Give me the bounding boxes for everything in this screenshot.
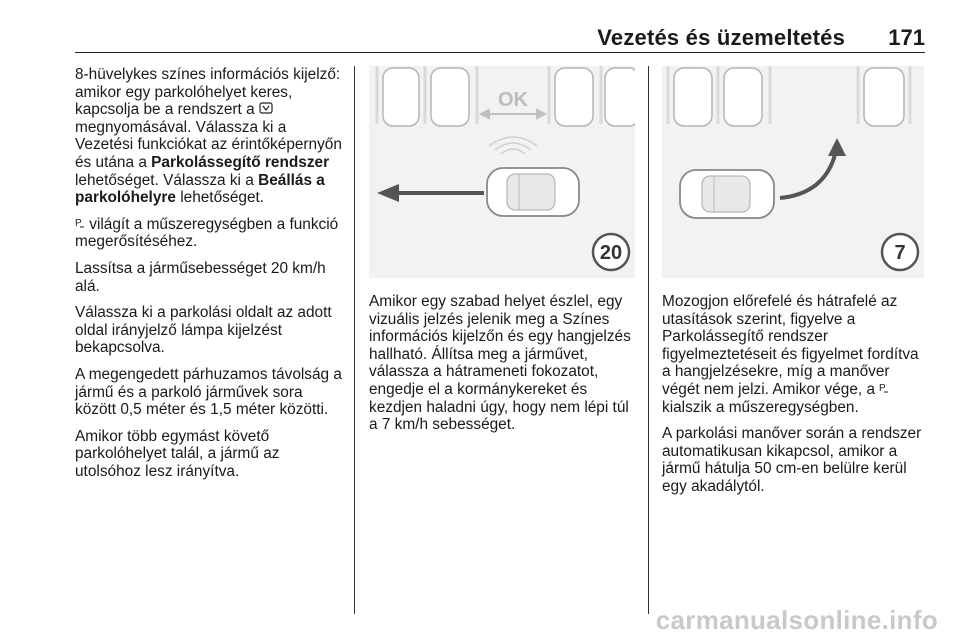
- text: 8-hüvelykes színes információs kijelző: amikor egy parkolóhelyet keres, kapcsolja be a rendszert a: [75, 66, 341, 119]
- park-assist-indicator-icon: [879, 381, 889, 399]
- paragraph-4: Válassza ki a parkolási oldalt az adott oldal irányjelző lámpa kijelzést bekapcsolva.: [75, 304, 332, 357]
- park-assist-indicator-icon: [75, 216, 85, 234]
- paragraph-3: Lassítsa a járműsebességet 20 km/h alá.: [75, 259, 326, 295]
- watermark: carmanualsonline.info: [655, 605, 938, 635]
- paragraph-2: [75, 216, 345, 251]
- text: lehetőséget.: [175, 189, 265, 207]
- figure-parking-detection: [369, 66, 635, 278]
- ok-zone-label: OK: [498, 89, 528, 111]
- text: lehetőséget. Válassza ki a: [75, 171, 259, 189]
- column-2: [369, 293, 635, 443]
- paragraph-1: Amikor egy szabad helyet észlel, egy vizuális jelzés jelenik meg a Színes információs kijelzőn és egy hangjelzés hallható. Állítsa meg a járművet, válassza a hátrameneti fokozatot, engedje el a kormánykereket és kezdjen haladni úgy, hogy nem lépi túl a 7 km/h sebességet.: [369, 293, 631, 434]
- page-number: 171: [888, 25, 925, 50]
- page-header: [75, 22, 925, 53]
- svg-text:P: P: [879, 382, 886, 394]
- column-3: [662, 293, 926, 505]
- column-divider-1: [354, 66, 355, 614]
- figure-badge-text: 7: [894, 242, 906, 264]
- text: világít a műszeregységben a funkció megerősítéséhez.: [75, 215, 339, 251]
- text: kialszik a műszeregységben.: [662, 398, 859, 416]
- paragraph-2: A parkolási manőver során a rendszer automatikusan kikapcsol, amikor a jármű hátulja 50 cm-en belülre kerül egy akadálytól.: [662, 425, 922, 495]
- column-1: [75, 66, 345, 489]
- text: Mozogjon előrefelé és hátrafelé az utasítások szerint, figyelve a Parkolássegítő rendszer figyelmeztetéseit és figyelmet fordítva a hangjelzésekre, míg a manőver végét nem jelzi. Amikor vége, a: [662, 293, 919, 398]
- text: megnyomásával. Válassza ki a Vezetési funkciókat az érintőképernyőn és utána a: [75, 118, 342, 171]
- menu-option-park-assist: Parkolássegítő rendszer: [151, 153, 330, 171]
- figure-badge-text: 20: [599, 242, 623, 264]
- paragraph-6: Amikor több egymást követő parkolóhelyet talál, a jármű az utolsóhoz lesz irányítva.: [75, 427, 280, 480]
- paragraph-1: [75, 66, 345, 207]
- park-assist-button-icon: [259, 101, 273, 119]
- figure-parking-maneuver: [662, 66, 924, 278]
- column-divider-2: [648, 66, 649, 614]
- svg-text:P: P: [75, 217, 82, 229]
- paragraph-5: A megengedett párhuzamos távolság a jármű és a parkoló járművek sora között 0,5 méter és 1,5 méter közötti.: [75, 365, 342, 419]
- menu-option-park-in: Beállás a parkolóhelyre: [75, 171, 325, 207]
- paragraph-1: [662, 293, 926, 416]
- section-title: Vezetés és üzemeltetés: [597, 25, 845, 50]
